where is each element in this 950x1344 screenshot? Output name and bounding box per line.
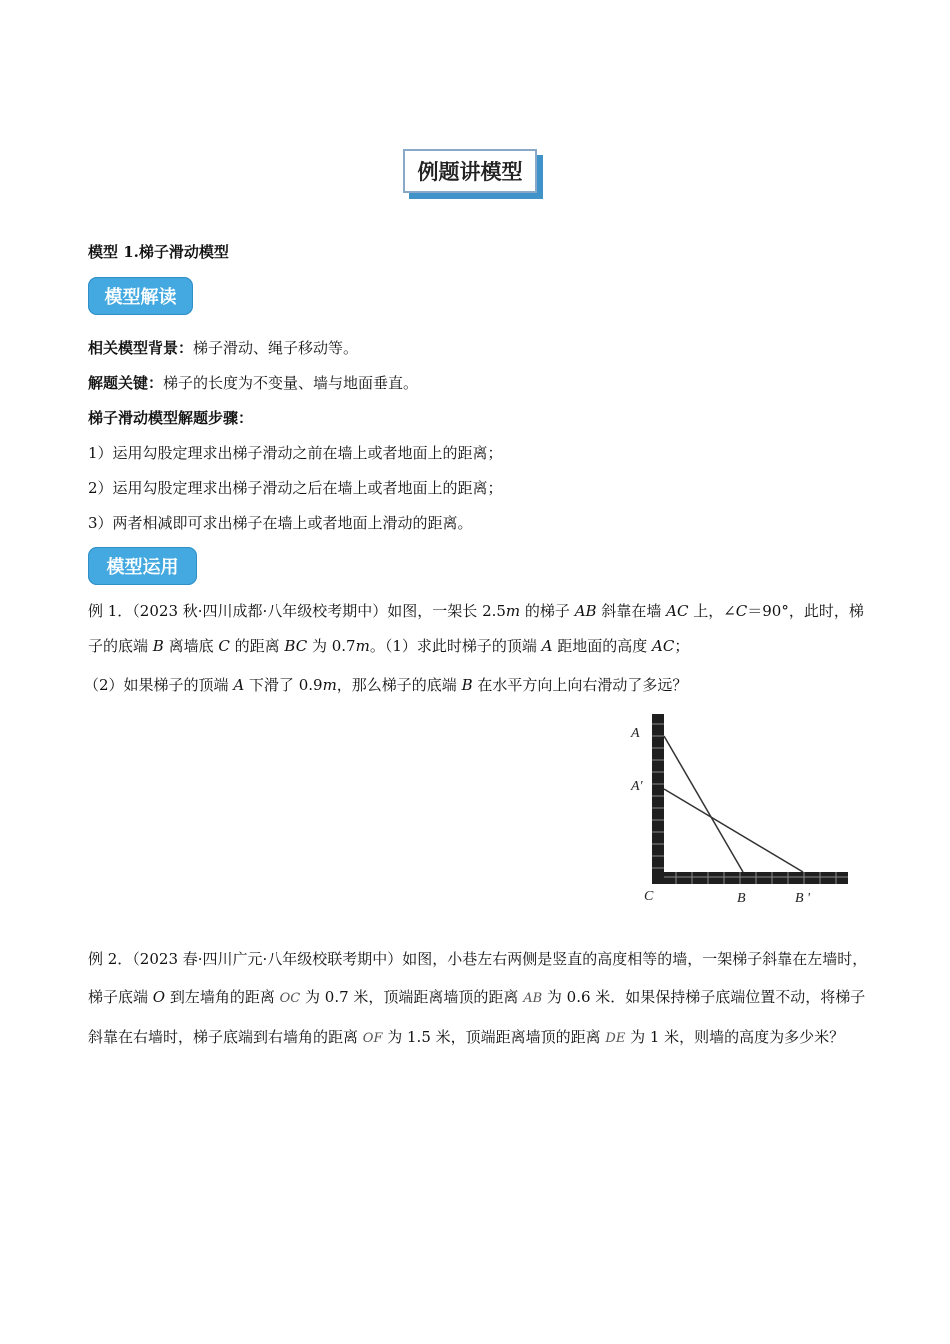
- label-b: B: [737, 891, 746, 906]
- model-apply-tag: [88, 547, 197, 585]
- ladder-after: [664, 789, 803, 872]
- background-line: [88, 337, 358, 359]
- ladder-figure: [620, 710, 860, 910]
- model-interpret-label: 模型解读: [104, 287, 177, 308]
- model-title: 模型 1.梯子滑动模型: [88, 243, 229, 261]
- background-label: 相关模型背景：: [88, 339, 194, 357]
- step-item: 3）两者相减即可求出梯子在墙上或者地面上滑动的距离。: [88, 514, 473, 532]
- ladder-before: [664, 736, 743, 872]
- background-text: 梯子滑动、绳子移动等。: [193, 339, 359, 357]
- steps-title: 梯子滑动模型解题步骤：: [88, 409, 254, 427]
- ground: [652, 872, 848, 884]
- label-a: A: [631, 726, 640, 741]
- step-item: 2）运用勾股定理求出梯子滑动之后在墙上或者地面上的距离；: [88, 479, 503, 497]
- model-interpret-tag: [88, 277, 193, 315]
- section-title: 例题讲模型: [417, 160, 523, 184]
- example1-question2: （2）如果梯子的顶端 A 下滑了 0.9m，那么梯子的底端 B 在水平方向上向右滑动了多远？: [84, 676, 688, 694]
- key-label: 解题关键：: [88, 374, 164, 392]
- label-b-prime: B ': [795, 891, 811, 906]
- wall: [652, 714, 664, 884]
- step-item: 1）运用勾股定理求出梯子滑动之前在墙上或者地面上的距离；: [88, 444, 503, 462]
- label-a-prime: A': [631, 779, 643, 794]
- section-title-box: [403, 149, 537, 193]
- label-c: C: [644, 889, 654, 904]
- model-apply-label: 模型运用: [106, 557, 179, 578]
- example1-text: 例 1．（2023 秋·四川成都·八年级校考期中）如图，一架长 2.5m 的梯子 AB 斜靠在墙 AC 上，∠C＝90°，此时，梯子的底端 B 离墙底 C 的距离 BC 为 0.7m。（1）求此时梯子的顶端 A 距地面的高度 AC；: [88, 602, 864, 655]
- key-text: 梯子的长度为不变量、墙与地面垂直。: [163, 374, 419, 392]
- example2-text: 例 2．（2023 春·四川广元·八年级校联考期中）如图，小巷左右两侧是竖直的高度相等的墙，一架梯子斜靠在左墙时，梯子底端 O 到左墙角的距离 OC 为 0.7 米，顶端距离墙顶的距离 AB 为 0.6 米．如果保持梯子底端位置不动，将梯子斜靠在右墙时，梯子底端到右墙角的距离 OF 为 1.5 米，顶端距离墙顶的距离 DE 为 1 米，则墙的高度为多少米？: [88, 950, 868, 1046]
- key-line: [88, 372, 418, 394]
